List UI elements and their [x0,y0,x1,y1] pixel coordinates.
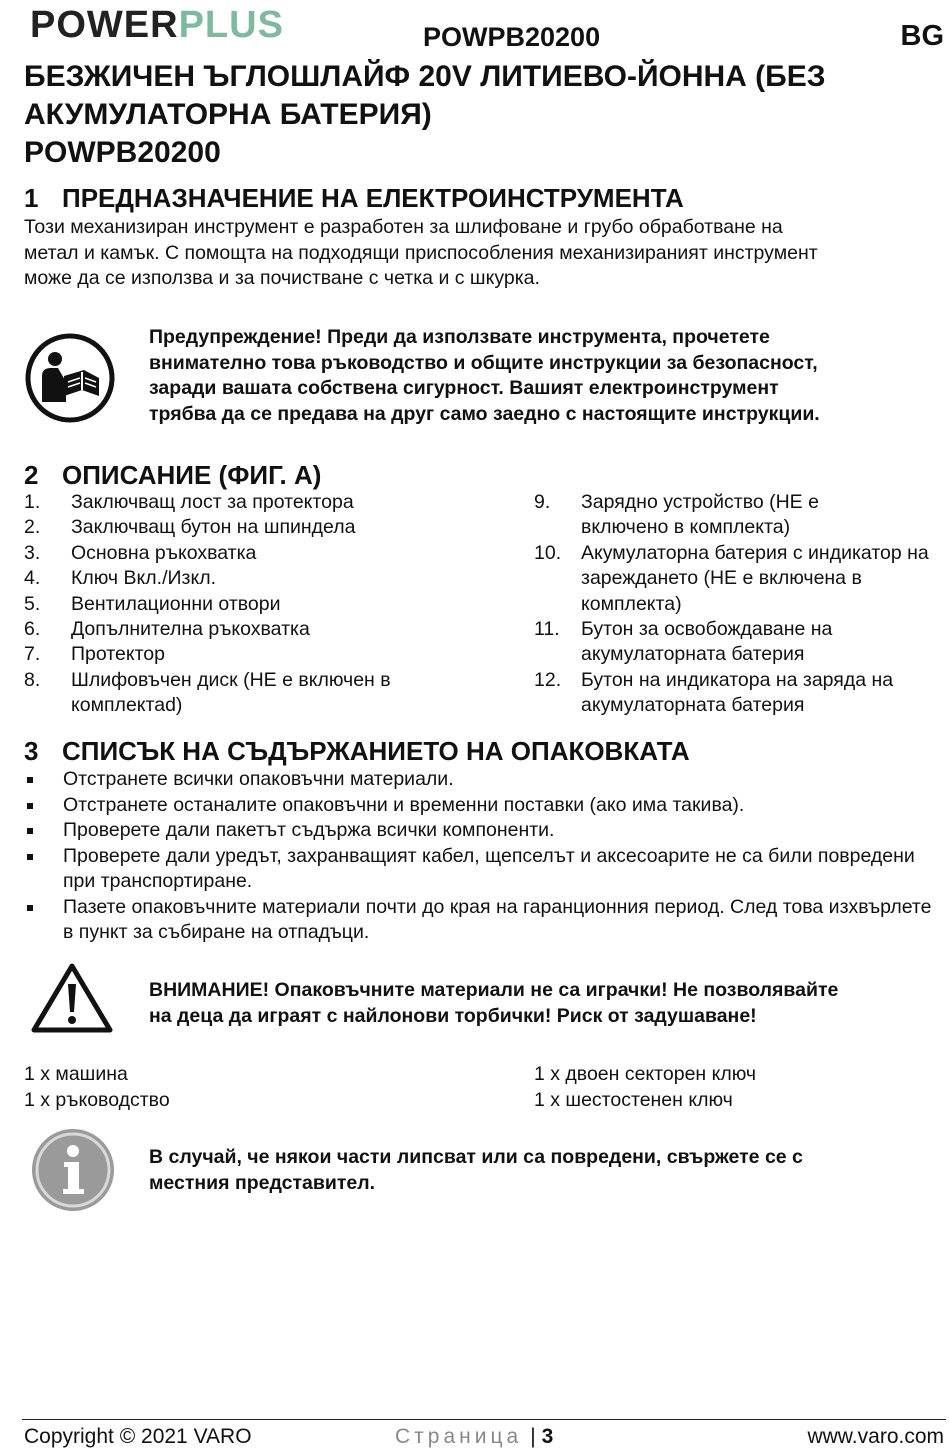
info-line: В случай, че някои части липсват или са повредени, свържете се с [149,1146,803,1168]
logo-text-plus: PLUS [178,4,284,46]
body-line: Този механизиран инструмент е разработен за шлифоване и грубо обработване на [24,216,783,238]
warning-text [149,325,939,427]
section-2-heading [24,460,321,491]
page-separator: | [530,1425,536,1448]
list-item: 6. Допълнителна ръкохватка [24,618,310,641]
list-item: 8. Шлифовъчен диск (НЕ е включен в комплектаd) [24,668,391,717]
list-item: 1 x шестостенен ключ [534,1088,733,1111]
section-number: 2 [24,460,39,490]
body-line: метал и камък. С помощта на подходящи приспособления механизираният инструмент [24,241,818,264]
warning-triangle-icon [30,962,114,1034]
title-line-1: БЕЗЖИЧЕН ЪГЛОШЛАЙФ 20V ЛИТИЕВО-ЙОННА (БЕЗ [24,60,826,93]
title-line-2: АКУМУЛАТОРНА БАТЕРИЯ) [24,98,432,131]
list-item: 10. Акумулаторна батерия с индикатор на зареждането (НЕ е включена в комплекта) [534,541,929,615]
warning-line: заради вашата собствена сигурност. Вашият електроинструмент [149,377,779,399]
list-item: 2. Заключващ бутон на шпиндела [24,516,356,539]
packaging-checklist [24,767,944,946]
logo-text-power: POWER [30,4,179,46]
footer-page [395,1425,553,1449]
read-manual-icon [24,332,116,424]
list-item: 5. Вентилационни отвори [24,592,281,615]
warning-line: внимателно това ръководство и общите инструкции за безопасност, [149,351,818,374]
list-item: 3. Основна ръкохватка [24,541,257,564]
contents-list-left [24,1062,464,1113]
header-model: POWPB20200 [423,22,601,52]
section-title: СПИСЪК НА СЪДЪРЖАНИЕТО НА ОПАКОВКАТА [62,736,690,766]
list-item: 12. Бутон на индикатора на заряда на акумулаторната батерия [534,668,894,717]
list-item: 11. Бутон за освобождаване на акумулаторната батерия [534,618,833,666]
info-icon [30,1127,116,1213]
language-code: BG [900,20,944,52]
list-item: Проверете дали пакетът съдържа всички компоненти. [24,818,944,844]
footer-website: www.varo.com [807,1425,944,1448]
list-item: 1 x двоен секторен ключ [534,1063,757,1085]
caution-text [149,978,944,1029]
list-item: 4. Ключ Вкл./Изкл. [24,567,216,590]
list-item: Проверете дали уредът, захранващият кабел, щепселът и аксесоарите не са били повредени при транспортиране. [24,844,944,895]
section-1-heading [24,183,684,214]
warning-line: Предупреждение! Преди да използвате инструмента, прочетете [149,326,770,348]
page-number: 3 [541,1425,554,1448]
page-label: Страница [395,1425,523,1448]
list-item: Отстранете всички опаковъчни материали. [24,767,944,793]
warning-line: трябва да се предава на друг само заедно с настоящите инструкции. [149,402,820,425]
title-line-3: POWPB20200 [24,136,221,169]
footer-copyright: Copyright © 2021 VARO [24,1425,252,1448]
info-line: местния представител. [149,1171,376,1194]
info-text [149,1145,944,1196]
brand-logo [30,4,284,47]
footer-divider [22,1419,946,1420]
list-item: Пазете опаковъчните материали почти до края на гаранционния период. След това изхвърлете в пункт за събиране на отпадъци. [24,895,944,946]
parts-list-left [24,490,464,719]
list-item: 1 x машина [24,1063,128,1085]
caution-line: на деца да играят с найлонови торбички! Риск от задушаване! [149,1004,757,1027]
list-item: 1. Заключващ лост за протектора [24,491,354,513]
section-number: 1 [24,183,39,213]
contents-list-right [534,1062,944,1113]
caution-line: ВНИМАНИЕ! Опаковъчните материали не са играчки! Не позволявайте [149,979,839,1001]
parts-list-right [534,490,948,719]
section-3-heading [24,736,690,767]
body-line: може да се използва и за почистване с четка и с шкурка. [24,267,540,289]
section-1-body [24,215,944,292]
document-title [24,58,944,172]
list-item: Отстранете останалите опаковъчни и временни поставки (ако има такива). [24,793,944,819]
section-number: 3 [24,736,39,766]
section-title: ПРЕДНАЗНАЧЕНИЕ НА ЕЛЕКТРОИНСТРУМЕНТА [62,183,684,213]
list-item: 7. Протектор [24,643,165,666]
list-item: 1 x ръководство [24,1088,170,1111]
section-title: ОПИСАНИЕ (ФИГ. A) [62,460,322,490]
list-item: 9. Зарядно устройство (НЕ е включено в комплекта) [534,491,819,539]
